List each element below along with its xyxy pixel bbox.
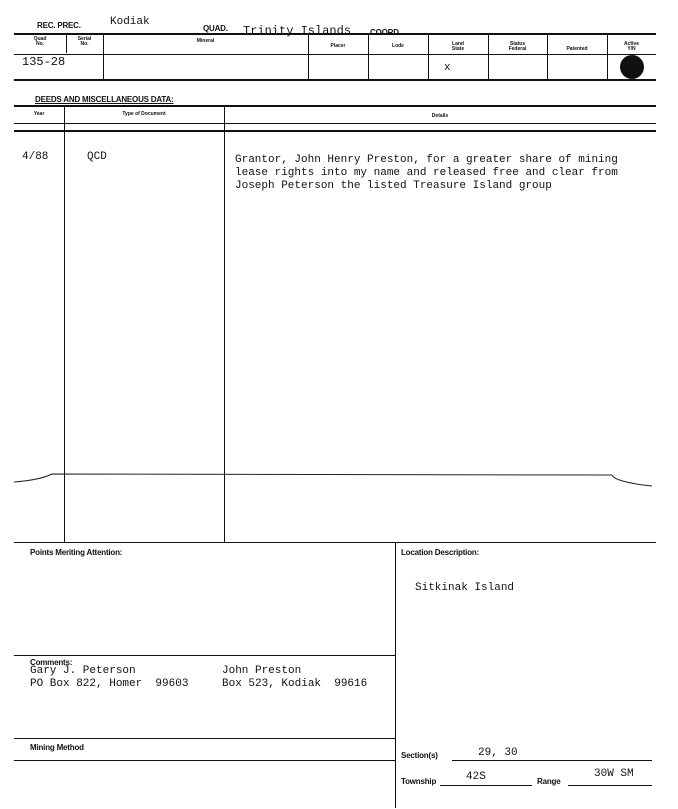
comment-name-left: Gary J. Peterson [30, 665, 136, 677]
comments-label: Comments: [30, 658, 73, 667]
coord-label: COORD. [370, 28, 401, 37]
sections-underline [452, 760, 652, 761]
page-curl-line [0, 460, 678, 500]
col-year: Year [33, 111, 45, 117]
deeds-section-label: DEEDS AND MISCELLANEOUS DATA: [35, 95, 174, 104]
hole-punch-mark [620, 55, 644, 79]
sections-value: 29, 30 [478, 747, 518, 759]
col-placer: Placer [330, 43, 346, 49]
rec-prec-label: REC. PREC. [37, 21, 81, 30]
divider-land-status [488, 33, 489, 79]
deeds-top-rule [14, 105, 656, 107]
township-value: 42S [466, 771, 486, 783]
deed-details-line-3: Joseph Peterson the listed Treasure Island group [235, 180, 552, 192]
deeds-header-bottom-rule [14, 130, 656, 132]
deed-type: QCD [87, 151, 107, 163]
col-details: Details [431, 113, 449, 119]
divider-lode-land [428, 33, 429, 79]
rec-prec-value: Kodiak [110, 16, 150, 28]
location-description-label: Location Description: [401, 548, 480, 557]
deeds-bottom-rule [14, 542, 656, 543]
land-state-value: x [444, 62, 451, 74]
quad-label: QUAD. [203, 24, 228, 33]
mining-method-top-rule [14, 738, 395, 739]
divider-lower-boxes [395, 542, 396, 808]
col-quad-no: Quad No. [33, 36, 47, 47]
location-description-value: Sitkinak Island [415, 582, 515, 594]
points-meriting-attention-label: Points Meriting Attention: [30, 548, 123, 557]
divider-mineral-placer [308, 33, 309, 79]
deed-details-line-2: lease rights into my name and released free and clear from [235, 167, 618, 179]
deed-details-line-1: Grantor, John Henry Preston, for a greater share of mining [235, 154, 618, 166]
mining-method-label: Mining Method [30, 743, 84, 752]
township-label: Township [401, 777, 437, 786]
range-label: Range [537, 777, 561, 786]
quad-no-value: 135-28 [22, 55, 66, 69]
col-type-of-document: Type of Document [122, 111, 166, 117]
divider-status-patented [547, 33, 548, 79]
col-serial-no: Serial No. [77, 36, 92, 47]
col-active: Active Y/N [623, 41, 639, 52]
col-land-state: Land State [451, 41, 465, 52]
claim-table-header-rule [14, 54, 656, 55]
deeds-header-rule [14, 123, 656, 124]
mining-method-bottom-rule [14, 760, 395, 761]
comment-address-left: PO Box 822, Homer 99603 [30, 678, 189, 690]
col-lode: Lode [392, 43, 404, 49]
range-value: 30W SM [594, 768, 634, 780]
col-status-federal: Status Federal [508, 41, 527, 52]
claim-table-bottom-rule [14, 79, 656, 81]
divider-placer-lode [368, 33, 369, 79]
range-underline [568, 785, 652, 786]
quad-value: Trinity Islands [243, 24, 352, 38]
comment-name-right: John Preston [222, 665, 302, 677]
sections-label: Section(s) [401, 751, 438, 760]
col-patented: Patented [566, 46, 588, 52]
township-underline [440, 785, 532, 786]
divider-patented-active [607, 33, 608, 79]
claim-table-top-rule [14, 33, 656, 35]
comments-top-rule [14, 655, 395, 656]
deed-year: 4/88 [22, 151, 49, 163]
col-mineral: Mineral [196, 38, 215, 44]
comment-address-right: Box 523, Kodiak 99616 [222, 678, 368, 690]
